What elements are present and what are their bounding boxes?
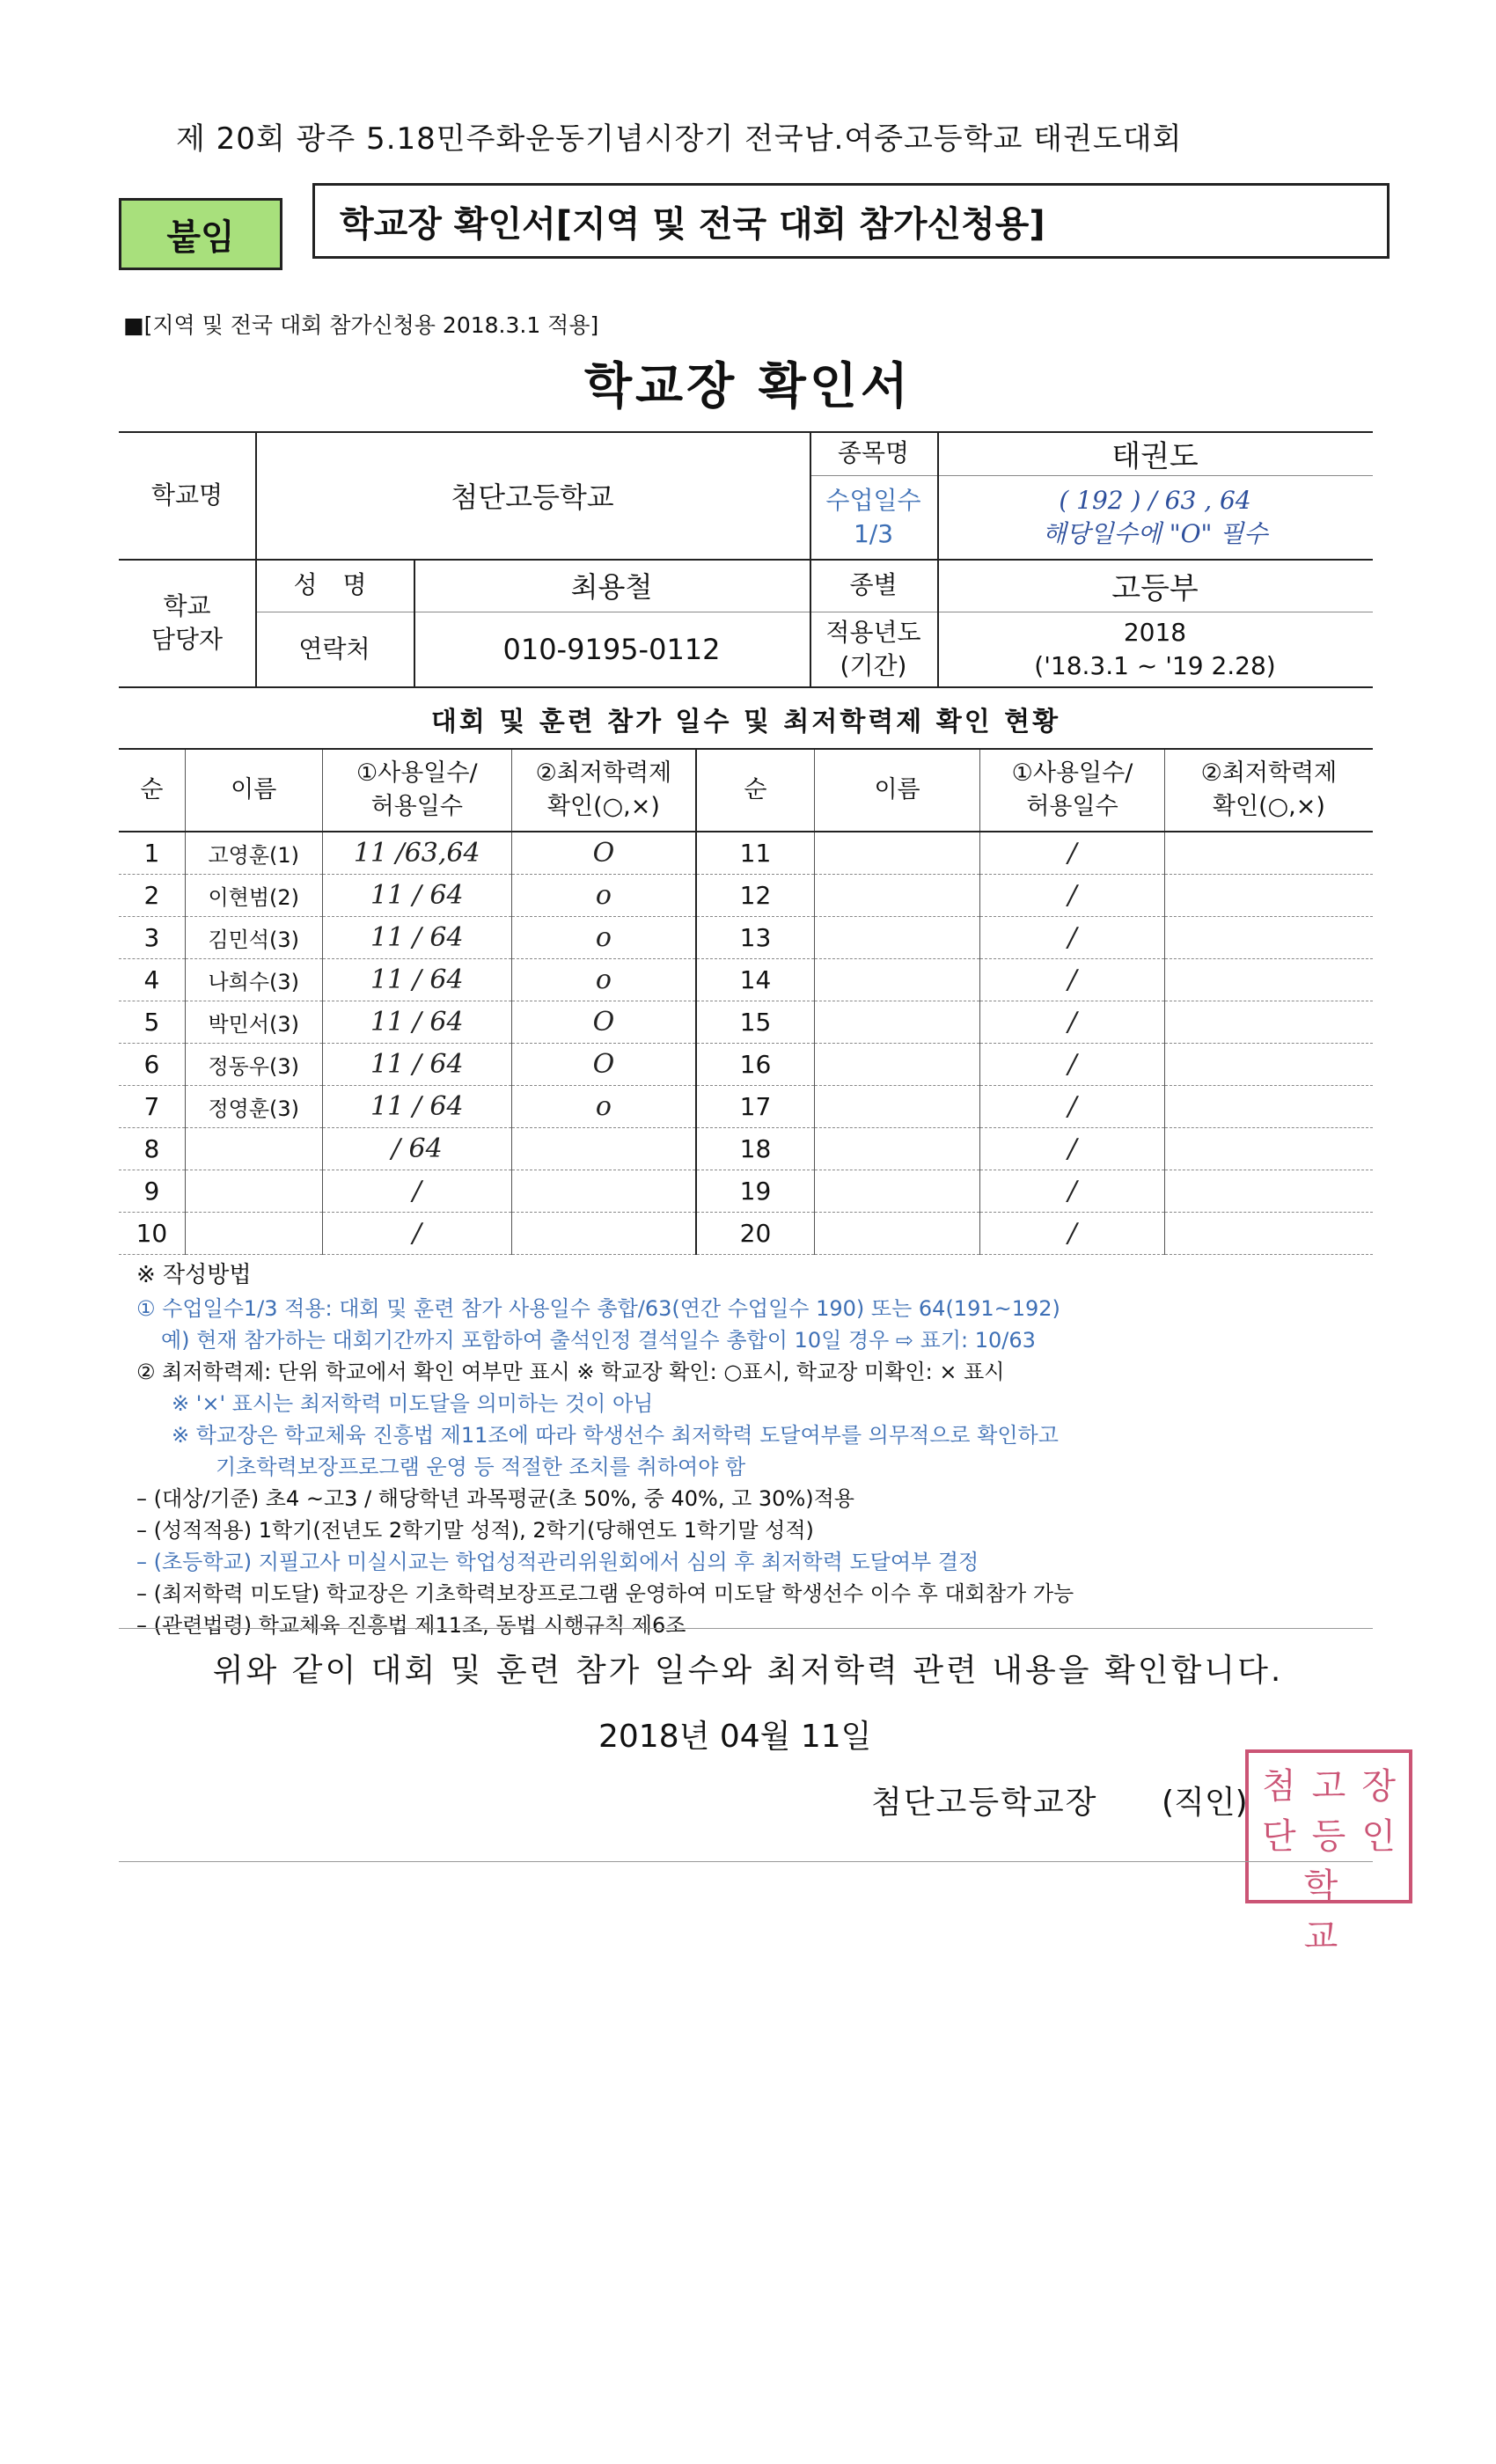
row-check [1164,959,1373,1001]
row-days: / [980,1044,1165,1086]
row-no: 7 [119,1086,185,1128]
row-name: 정영훈(3) [185,1086,322,1128]
row-name [814,917,979,959]
row-no: 12 [696,875,814,917]
row-name: 박민서(3) [185,1001,322,1044]
table-row [119,959,1373,1001]
col-days [980,749,1165,832]
note-item: 예) 현재 참가하는 대회기간까지 포함하여 출석인정 결석일수 총합이 10일 경우 ⇨ 표기: 10/63 [161,1328,1036,1353]
row-days: 11 / 64 [322,1001,511,1044]
row-name [814,1086,979,1128]
table-body [119,832,1373,1255]
col-no: 순 [696,749,814,832]
col-days-line2: 허용일수 [370,793,463,820]
row-name [814,1170,979,1213]
school-name-value: 첨단고등학교 [451,480,614,514]
seal-char: 장 [1361,1766,1396,1807]
divider [119,686,1373,688]
row-days: / [980,1128,1165,1170]
table-row [119,875,1373,917]
year-label-line1: 적용년도 [825,617,921,647]
document-date: 2018년 04월 11일 [598,1719,872,1755]
row-days: / [322,1170,511,1213]
col-min-line1: ②최저학력제 [535,759,672,788]
participation-table [119,748,1373,1255]
row-no: 18 [696,1128,814,1170]
divider [119,1861,1373,1862]
note-item: – (대상/기준) 초4 ~고3 / 해당학년 과목평균(초 50%, 중 40%, 고 30%)적용 [136,1486,854,1511]
row-days: 11 / 64 [322,1044,511,1086]
year-label-line2: (기간) [840,650,907,680]
row-days: / [980,875,1165,917]
row-name [814,1128,979,1170]
row-check: o [511,959,696,1001]
row-name [814,875,979,917]
row-no: 15 [696,1001,814,1044]
division-value: 고등부 [1111,570,1199,606]
row-check [1164,1170,1373,1213]
col-min-line2: 확인(○,×) [1212,793,1325,820]
school-days-label-line2: 1/3 [853,518,894,548]
row-name [814,1001,979,1044]
row-days: 11 / 64 [322,959,511,1001]
event-label: 종목명 [837,438,910,468]
col-name: 이름 [814,749,979,832]
row-no: 20 [696,1213,814,1255]
row-days: / 64 [322,1128,511,1170]
notes [136,1258,1386,1641]
table-row [119,1044,1373,1086]
row-no: 11 [696,832,814,875]
row-check [511,1213,696,1255]
note-item: ② 최저학력제: 단위 학교에서 확인 여부만 표시 ※ 학교장 확인: ○표시, 학교장 미확인: × 표시 [136,1360,1005,1384]
manager-label-line2: 담당자 [150,624,224,654]
table-row [119,1086,1373,1128]
row-check: O [511,832,696,875]
row-name [814,1044,979,1086]
row-check [1164,875,1373,917]
note-item: – (초등학교) 지필고사 미실시교는 학업성적관리위원회에서 심의 후 최저학력 도달여부 결정 [136,1550,979,1574]
row-days: 11 / 64 [322,1086,511,1128]
rule-note: ■[지역 및 전국 대회 참가신청용 2018.3.1 적용] [123,312,599,338]
row-check: O [511,1044,696,1086]
row-name [185,1128,322,1170]
row-check [1164,1086,1373,1128]
row-no: 10 [119,1213,185,1255]
row-no: 17 [696,1086,814,1128]
attachment-badge: 붙임 [119,198,282,270]
school-days-label-line1: 수업일수 [825,485,921,515]
seal-label: (직인) [1162,1785,1248,1821]
school-days-value-line1: ( 192 ) / 63 , 64 [1059,485,1251,515]
row-check [1164,1128,1373,1170]
note-item: – (성적적용) 1학기(전년도 2학기말 성적), 2학기(당해연도 1학기말 성적) [136,1518,814,1543]
seal-char: 첨 [1262,1766,1296,1807]
row-days: / [980,959,1165,1001]
col-days-line1: ①사용일수/ [356,759,478,788]
table-row [119,1170,1373,1213]
notes-heading: ※ 작성방법 [136,1262,252,1288]
row-days: / [980,1086,1165,1128]
row-no: 8 [119,1128,185,1170]
header-box-title: 학교장 확인서[지역 및 전국 대회 참가신청용] [312,183,1390,259]
col-min [511,749,696,832]
row-no: 16 [696,1044,814,1086]
row-name: 이현범(2) [185,875,322,917]
note-item: ※ 학교장은 학교체육 진흥법 제11조에 따라 학생선수 최저학력 도달여부를 의무적으로 확인하고 [172,1423,1059,1448]
year-value-line2: ('18.3.1 ~ '19 2.28) [1034,650,1276,680]
row-name: 나희수(3) [185,959,322,1001]
row-name: 정동우(3) [185,1044,322,1086]
row-name [185,1170,322,1213]
row-no: 3 [119,917,185,959]
school-name-label: 학교명 [150,480,224,510]
signer-name: 첨단고등학교장 [871,1785,1098,1821]
row-check [1164,1044,1373,1086]
seal-char: 등 [1311,1816,1346,1857]
division-label: 종별 [849,570,898,600]
row-check: O [511,1001,696,1044]
table-row [119,1128,1373,1170]
row-name: 김민석(3) [185,917,322,959]
year-value [937,612,1373,686]
section-title: 대회 및 훈련 참가 일수 및 최저학력제 확인 현황 [430,707,1061,737]
row-no: 5 [119,1001,185,1044]
contact-label: 연락처 [298,634,370,664]
row-name: 고영훈(1) [185,832,322,875]
col-min-line1: ②최저학력제 [1200,759,1338,788]
school-days-value [937,475,1373,559]
row-check [1164,1213,1373,1255]
school-days-value-line2: 해당일수에 "O" 필수 [1042,518,1268,548]
row-name [814,1213,979,1255]
col-days [322,749,511,832]
col-days-line2: 허용일수 [1026,793,1118,820]
row-days: 11 / 64 [322,875,511,917]
col-days-line1: ①사용일수/ [1011,759,1133,788]
col-min [1164,749,1373,832]
event-title: 제 20회 광주 5.18민주화운동기념시장기 전국남.여중고등학교 태권도대회 [176,121,1183,157]
row-check [511,1128,696,1170]
row-name [185,1213,322,1255]
manager-label-line1: 학교 [163,590,211,620]
row-check [1164,1001,1373,1044]
note-item: – (관련법령) 학교체육 진흥법 제11조, 동법 시행규칙 제6조 [136,1613,686,1638]
seal-char: 단 [1262,1816,1296,1857]
row-no: 2 [119,875,185,917]
row-days: / [980,917,1165,959]
row-no: 6 [119,1044,185,1086]
year-value-line1: 2018 [1123,617,1187,647]
row-name [814,832,979,875]
row-days: / [980,832,1165,875]
row-check: o [511,1086,696,1128]
col-no: 순 [119,749,185,832]
col-min-line2: 확인(○,×) [546,793,660,820]
event-value: 태권도 [1111,438,1199,474]
manager-label [119,559,255,686]
seal-char: 학교 [1303,1866,1338,1957]
row-check: o [511,917,696,959]
name-label: 성 명 [293,570,376,600]
row-days: 11 /63,64 [322,832,511,875]
row-no: 9 [119,1170,185,1213]
row-no: 13 [696,917,814,959]
table-row [119,1213,1373,1255]
row-check [1164,917,1373,959]
row-days: / [980,1170,1165,1213]
row-check: o [511,875,696,917]
note-item: ※ '×' 표시는 최저학력 미도달을 의미하는 것이 아님 [172,1391,654,1416]
col-name: 이름 [185,749,322,832]
note-item: – (최저학력 미도달) 학교장은 기초학력보장프로그램 운영하여 미도달 학생선수 이수 후 대회참가 가능 [136,1581,1074,1606]
confirmation-text: 위와 같이 대회 및 훈련 참가 일수와 최저학력 관련 내용을 확인합니다. [212,1653,1284,1689]
row-name [814,959,979,1001]
manager-name-value: 최용철 [570,570,653,604]
table-header-row [119,749,1373,832]
row-days: / [980,1213,1165,1255]
note-item: 기초학력보장프로그램 운영 등 적절한 조치를 취하여야 함 [216,1455,746,1479]
table-row [119,1001,1373,1044]
school-days-label [810,475,937,559]
row-days: / [322,1213,511,1255]
table-row [119,917,1373,959]
year-label [810,612,937,686]
seal-char: 인 [1361,1816,1396,1857]
official-seal [1245,1749,1412,1957]
row-check [511,1170,696,1213]
row-no: 14 [696,959,814,1001]
seal-char: 고 [1311,1766,1346,1807]
contact-value: 010-9195-0112 [502,632,721,666]
row-days: 11 / 64 [322,917,511,959]
divider [119,1628,1373,1629]
row-days: / [980,1001,1165,1044]
note-item: ① 수업일수1/3 적용: 대회 및 훈련 참가 사용일수 총합/63(연간 수업일수 190) 또는 64(191~192) [136,1296,1060,1321]
row-check [1164,832,1373,875]
row-no: 1 [119,832,185,875]
document-title: 학교장 확인서 [583,358,913,415]
table-row [119,832,1373,875]
row-no: 4 [119,959,185,1001]
row-no: 19 [696,1170,814,1213]
